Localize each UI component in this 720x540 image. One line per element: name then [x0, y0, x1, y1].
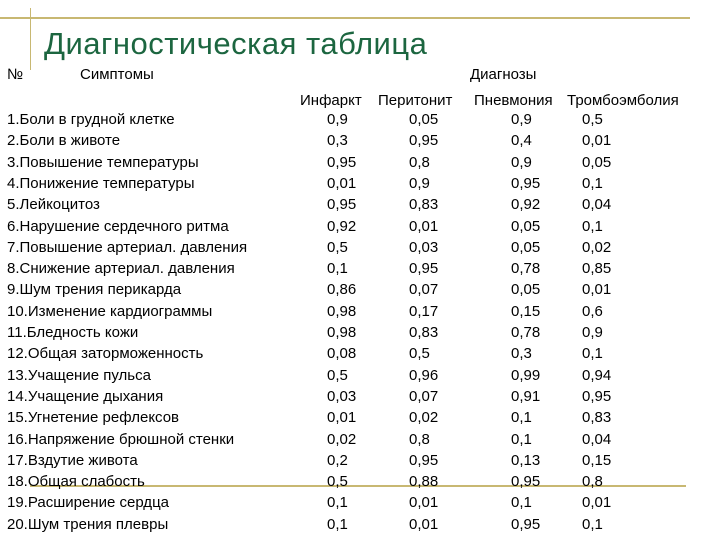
decorative-horizontal-line — [0, 17, 690, 19]
value-cell: 0,3 — [327, 132, 348, 150]
value-cell: 0,78 — [511, 324, 541, 341]
table-row — [7, 175, 707, 197]
value-cell: 0,4 — [511, 132, 532, 150]
value-cell: 0,01 — [327, 174, 357, 192]
value-cell: 0,05 — [409, 111, 439, 128]
value-cell: 0,01 — [582, 494, 612, 512]
header-num: № — [7, 66, 24, 83]
header-col-infarct: Инфаркт — [300, 92, 362, 109]
value-cell: 0,03 — [409, 238, 439, 256]
table-row — [7, 111, 707, 133]
value-cell: 0,05 — [511, 217, 541, 235]
value-cell: 0,8 — [409, 153, 430, 171]
value-cell: 0,9 — [409, 174, 430, 192]
value-cell: 0,95 — [511, 515, 541, 533]
header-col-pneumonia: Пневмония — [474, 92, 553, 109]
value-cell: 0,01 — [409, 494, 439, 512]
value-cell: 0,95 — [327, 153, 357, 171]
table-row — [7, 516, 707, 538]
value-cell: 0,9 — [511, 111, 532, 128]
value-cell: 0,5 — [327, 473, 348, 491]
value-cell: 0,05 — [582, 153, 612, 171]
value-cell: 0,99 — [511, 366, 541, 384]
value-cell: 0,83 — [409, 324, 439, 341]
table-row — [7, 218, 707, 240]
symptom-cell: 13.Учащение пульса — [7, 366, 151, 384]
value-cell: 0,8 — [409, 430, 430, 448]
value-cell: 0,15 — [582, 451, 612, 469]
value-cell: 0,5 — [327, 366, 348, 384]
value-cell: 0,13 — [511, 451, 541, 469]
value-cell: 0,9 — [582, 324, 603, 341]
value-cell: 0,07 — [409, 387, 439, 405]
value-cell: 0,05 — [511, 281, 541, 299]
header-symptoms: Симптомы — [80, 66, 154, 83]
value-cell: 0,1 — [511, 494, 532, 512]
symptom-cell: 6.Нарушение сердечного ритма — [7, 217, 229, 235]
value-cell: 0,1 — [327, 494, 348, 512]
value-cell: 0,86 — [327, 281, 357, 299]
value-cell: 0,85 — [582, 260, 612, 278]
value-cell: 0,5 — [409, 345, 430, 363]
value-cell: 0,96 — [409, 366, 439, 384]
table-row — [7, 260, 707, 282]
symptom-cell: 2.Боли в животе — [7, 132, 121, 150]
table-row — [7, 132, 707, 154]
value-cell: 0,02 — [327, 430, 357, 448]
value-cell: 0,15 — [511, 302, 541, 320]
value-cell: 0,1 — [582, 345, 603, 363]
value-cell: 0,6 — [582, 302, 603, 320]
value-cell: 0,1 — [327, 260, 348, 278]
value-cell: 0,94 — [582, 366, 612, 384]
symptom-cell: 9.Шум трения перикарда — [7, 281, 182, 299]
header-col-thromboembolism: Тромбоэмболия — [567, 92, 679, 109]
table-row — [7, 303, 707, 325]
header-diagnoses: Диагнозы — [470, 66, 537, 83]
value-cell: 0,2 — [327, 451, 348, 469]
value-cell: 0,01 — [409, 515, 439, 533]
symptom-cell: 14.Учащение дыхания — [7, 387, 164, 405]
value-cell: 0,05 — [511, 238, 541, 256]
value-cell: 0,98 — [327, 302, 357, 320]
header-col-peritonitis: Перитонит — [378, 92, 453, 109]
value-cell: 0,5 — [582, 111, 603, 128]
value-cell: 0,02 — [409, 409, 439, 427]
value-cell: 0,1 — [582, 515, 603, 533]
symptom-cell: 12.Общая заторможенность — [7, 345, 204, 363]
value-cell: 0,95 — [582, 387, 612, 405]
value-cell: 0,9 — [511, 153, 532, 171]
table-row — [7, 367, 707, 389]
value-cell: 0,01 — [582, 132, 612, 150]
value-cell: 0,95 — [409, 260, 439, 278]
symptom-cell: 17.Вздутие живота — [7, 451, 138, 469]
symptom-cell: 5.Лейкоцитоз — [7, 196, 100, 214]
table-row — [7, 431, 707, 453]
value-cell: 0,01 — [409, 217, 439, 235]
value-cell: 0,02 — [582, 238, 612, 256]
value-cell: 0,1 — [327, 515, 348, 533]
symptom-cell: 4.Понижение температуры — [7, 174, 195, 192]
value-cell: 0,92 — [327, 217, 357, 235]
symptom-cell: 16.Напряжение брюшной стенки — [7, 430, 235, 448]
symptom-cell: 7.Повышение артериал. давления — [7, 238, 248, 256]
value-cell: 0,3 — [511, 345, 532, 363]
value-cell: 0,17 — [409, 302, 439, 320]
value-cell: 0,9 — [327, 111, 348, 128]
symptom-cell: 19.Расширение сердца — [7, 494, 169, 512]
value-cell: 0,92 — [511, 196, 541, 214]
value-cell: 0,1 — [511, 409, 532, 427]
value-cell: 0,95 — [409, 451, 439, 469]
symptom-cell: 10.Изменение кардиограммы — [7, 302, 213, 320]
table-row — [7, 409, 707, 431]
symptom-cell: 3.Повышение температуры — [7, 153, 199, 171]
value-cell: 0,88 — [409, 473, 439, 491]
value-cell: 0,03 — [327, 387, 357, 405]
table-row — [7, 281, 707, 303]
table-row — [7, 154, 707, 176]
table-row — [7, 196, 707, 218]
table-row — [7, 473, 707, 495]
value-cell: 0,95 — [409, 132, 439, 150]
value-cell: 0,04 — [582, 196, 612, 214]
value-cell: 0,91 — [511, 387, 541, 405]
table-row — [7, 345, 707, 367]
value-cell: 0,07 — [409, 281, 439, 299]
table-row — [7, 494, 707, 516]
symptom-cell: 8.Снижение артериал. давления — [7, 260, 235, 278]
value-cell: 0,83 — [409, 196, 439, 214]
value-cell: 0,1 — [582, 174, 603, 192]
page-title: Диагностическая таблица — [44, 26, 428, 61]
value-cell: 0,95 — [511, 473, 541, 491]
symptom-cell: 1.Боли в грудной клетке — [7, 111, 175, 128]
symptom-cell: 15.Угнетение рефлексов — [7, 409, 180, 427]
value-cell: 0,78 — [511, 260, 541, 278]
value-cell: 0,01 — [582, 281, 612, 299]
table-row — [7, 452, 707, 474]
symptom-cell: 18.Общая слабость — [7, 473, 145, 491]
value-cell: 0,98 — [327, 324, 357, 341]
value-cell: 0,5 — [327, 238, 348, 256]
value-cell: 0,1 — [511, 430, 532, 448]
value-cell: 0,1 — [582, 217, 603, 235]
value-cell: 0,04 — [582, 430, 612, 448]
value-cell: 0,8 — [582, 473, 603, 491]
table-row — [7, 388, 707, 410]
value-cell: 0,83 — [582, 409, 612, 427]
table-row — [7, 324, 707, 346]
table-row — [7, 239, 707, 261]
symptom-cell: 20.Шум трения плевры — [7, 515, 169, 533]
value-cell: 0,01 — [327, 409, 357, 427]
symptom-cell: 11.Бледность кожи — [7, 324, 139, 341]
value-cell: 0,95 — [327, 196, 357, 214]
value-cell: 0,95 — [511, 174, 541, 192]
value-cell: 0,08 — [327, 345, 357, 363]
